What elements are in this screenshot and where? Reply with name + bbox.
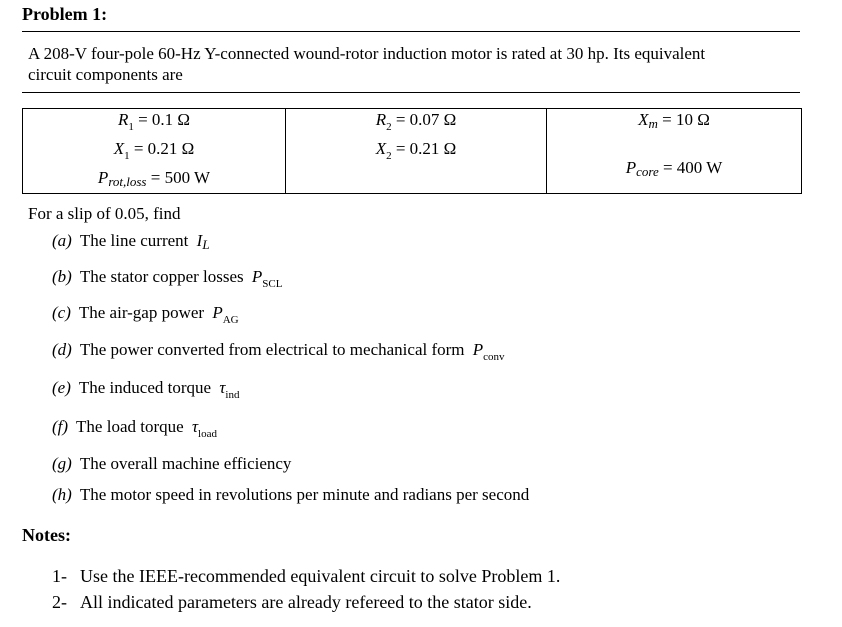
intro-divider (22, 92, 800, 93)
param-pcore: $P_{core} = 400$ W (625, 158, 723, 179)
slip-lead: For a slip of 0.05, find (28, 204, 181, 223)
problem-title: Problem 1: (22, 4, 108, 24)
notes-title: Notes: (22, 525, 71, 545)
param-x2: $X_2 = 0.21$ Ω (375, 139, 457, 162)
intro-line-1: A 208-V four-pole 60-Hz Y-connected wound-rotor induction motor is rated at 30 hp. Its equivalent (28, 44, 706, 63)
param-prot-loss: $P_{rot,loss} = 500$ W (97, 168, 211, 189)
note-item: 1- Use the IEEE-recommended equivalent circuit to solve Problem 1. (52, 566, 561, 586)
question-item: (b) The stator copper losses $P_{SCL}$ (52, 267, 283, 290)
question-item: (a) The line current $I_L$ (52, 231, 210, 252)
param-cell-right (547, 109, 802, 194)
note-item: 2- All indicated parameters are already refereed to the stator side. (52, 592, 532, 612)
question-item: (c) The air-gap power $P_{AG}$ (52, 303, 239, 326)
param-cell-middle (286, 109, 547, 194)
title-divider (22, 31, 800, 32)
question-item: (d) The power converted from electrical to mechanical form $P_{conv}$ (52, 340, 505, 363)
question-item: (f) The load torque $\tau_{load}$ (52, 417, 217, 440)
parameter-table (22, 108, 802, 194)
question-item: (h) The motor speed in revolutions per minute and radians per second (52, 485, 530, 504)
param-cell-left (23, 109, 286, 194)
param-r1: $R_1 = 0.1$ Ω (117, 110, 191, 133)
param-r2: $R_2 = 0.07$ Ω (375, 110, 457, 133)
param-xm: $X_m = 10$ Ω (638, 110, 710, 131)
question-item: (g) The overall machine efficiency (52, 454, 292, 473)
intro-line-2: circuit components are (28, 65, 183, 84)
param-x1: $X_1 = 0.21$ Ω (113, 139, 195, 162)
question-item: (e) The induced torque $\tau_{ind}$ (52, 378, 240, 401)
